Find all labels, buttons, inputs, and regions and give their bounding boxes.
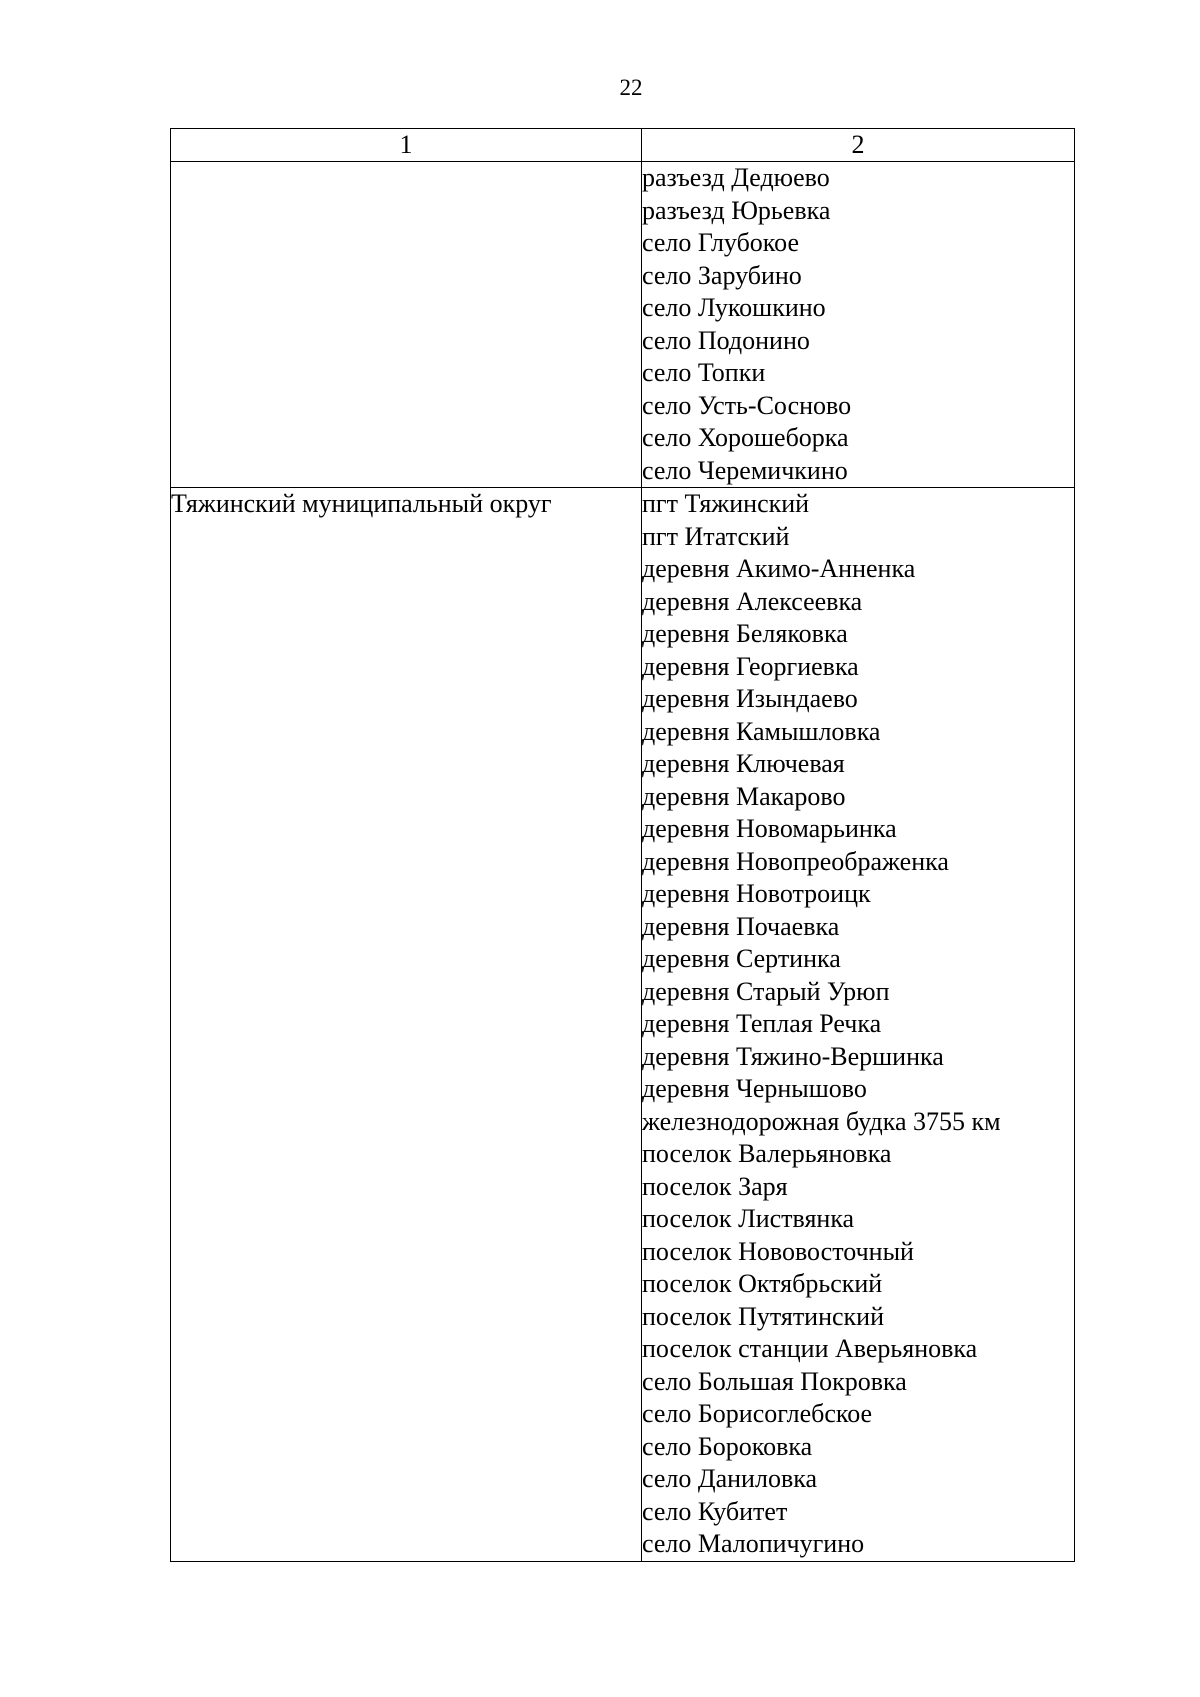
settlement-item: поселок Нововосточный [642,1236,914,1266]
settlement-item: деревня Старый Урюп [642,976,890,1006]
table-header-row [171,129,1075,162]
settlement-item: село Хорошеборка [642,423,849,452]
settlement-item: деревня Беляковка [642,619,848,648]
settlement-item: поселок Заря [642,1171,788,1201]
settlement-item: деревня Макарово [642,781,846,811]
settlement-item: поселок Листвянка [642,1204,855,1233]
settlement-item: деревня Георгиевка [642,651,859,681]
settlement-item: деревня Тяжино-Вершинка [642,1041,944,1071]
settlement-item: село Лукошкино [642,293,826,322]
settlement-item: поселок станции Аверьяновка [642,1334,978,1363]
settlement-item: деревня Почаевка [642,911,840,941]
table-row [171,162,1075,488]
settlement-item: село Черемичкино [642,455,848,485]
settlement-item: деревня Акимо-Анненка [642,554,916,583]
settlement-item: деревня Новопреображенка [642,846,949,876]
settlement-item: железнодорожная будка 3755 км [642,1106,1001,1136]
settlements-table [170,128,1075,1562]
column-header-1: 1 [171,129,642,162]
settlement-item: деревня Ключевая [642,749,845,778]
settlement-item: село Подонино [642,325,810,355]
settlement-item: село Бороковка [642,1431,813,1461]
settlements-cell [642,162,1075,488]
settlements-cell [642,488,1075,1562]
settlement-item: село Большая Покровка [642,1366,907,1396]
settlement-item: деревня Теплая Речка [642,1009,882,1038]
settlement-item: село Малопичугино [642,1529,865,1558]
settlement-item: пгт Итатский [642,521,790,551]
settlement-item: село Топки [642,358,766,387]
settlement-item: село Даниловка [642,1464,818,1493]
district-cell: Тяжинский муниципальный округ [171,488,642,1562]
settlement-item: деревня Сертинка [642,944,841,973]
settlement-item: деревня Изындаево [642,684,858,713]
settlement-item: село Кубитет [642,1496,788,1526]
table-row [171,488,1075,1562]
settlement-item: поселок Валерьяновка [642,1139,892,1168]
settlement-item: поселок Октябрьский [642,1269,883,1298]
settlement-item: деревня Новомарьинка [642,814,897,843]
settlement-item: деревня Чернышово [642,1074,867,1103]
settlement-item: пгт Тяжинский [642,489,810,518]
settlement-item: деревня Камышловка [642,716,881,746]
district-cell [171,162,642,488]
page-number: 22 [619,75,643,100]
settlement-item: село Глубокое [642,228,799,257]
settlement-item: разъезд Юрьевка [642,195,831,225]
settlement-item: деревня Новотроицк [642,879,871,908]
settlement-item: поселок Путятинский [642,1301,885,1331]
settlement-item: село Борисоглебское [642,1399,873,1428]
settlement-item: разъезд Дедюево [642,163,830,192]
settlement-item: село Зарубино [642,260,802,290]
settlement-item: деревня Алексеевка [642,586,863,616]
settlement-item: село Усть-Сосново [642,390,852,420]
column-header-2: 2 [642,129,1075,162]
